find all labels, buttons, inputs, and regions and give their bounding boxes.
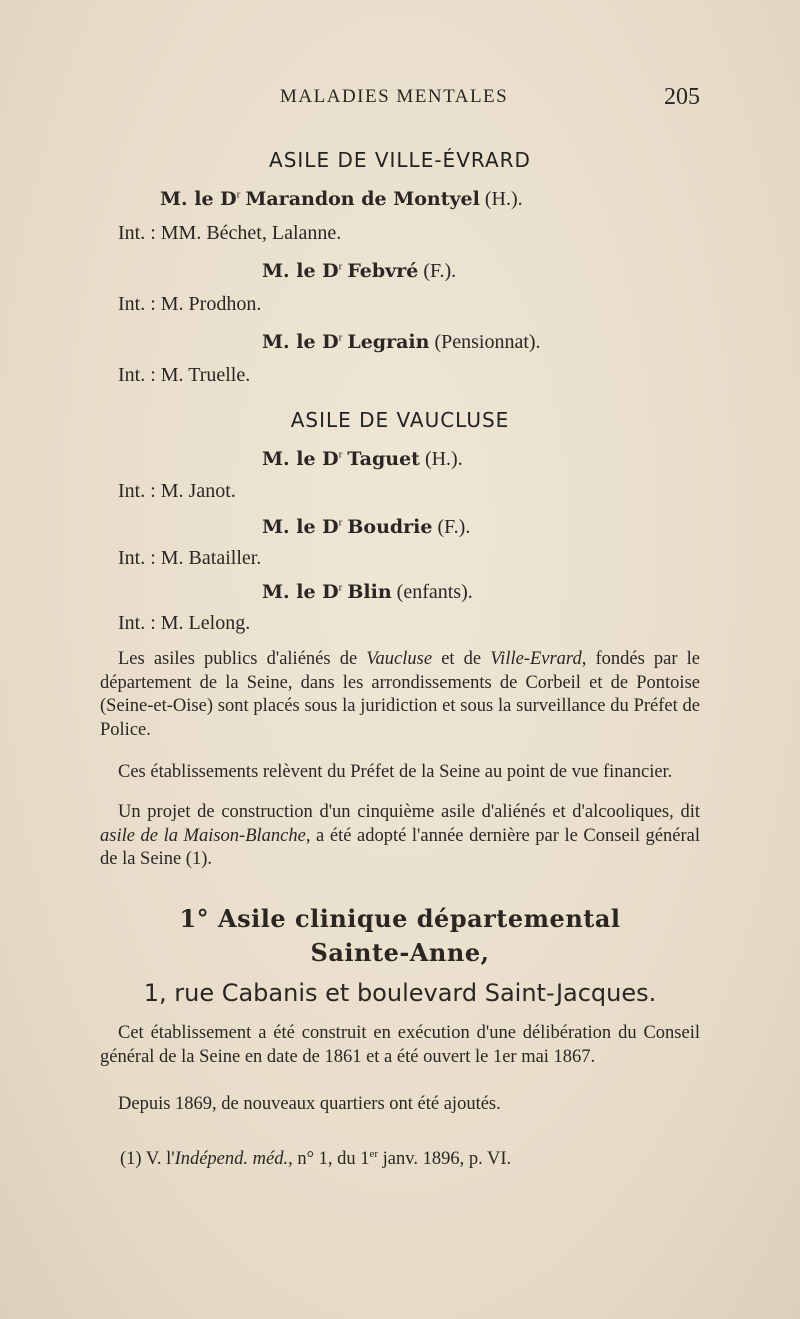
paragraph-text: Un projet de construction d'un cinquième asile d'aliénés et d'alcooliques, dit (118, 802, 700, 822)
doctor-prefix: M. le D (262, 260, 339, 282)
doctor-name: Taguet (347, 448, 420, 470)
doctor-service: (F.). (432, 516, 471, 538)
paragraph-italic: asile de la Maison-Blanche (100, 825, 306, 846)
doctor-title-sup: r (236, 188, 241, 201)
doctor-title-sup: r (338, 581, 343, 594)
address-line: 1, rue Cabanis et boulevard Saint-Jacques. (143, 979, 657, 1007)
vaucluse-heading: ASILE DE VAUCLUSE (290, 408, 510, 432)
running-head (100, 86, 700, 116)
page-number: 205 (664, 84, 700, 110)
doctor-entry (262, 516, 470, 539)
paragraph-text: , fondés par le département de la Seine, dans les arrondissements de Corbeil et de Pontoise (Seine-et-Oise) sont placés sous la juridiction et sous la surveillance du Préfet de Police. (100, 649, 700, 740)
doctor-service: (H.). (419, 448, 463, 470)
doctor-title-sup: r (338, 331, 343, 344)
paragraph (100, 648, 700, 742)
paragraph: Cet établissement a été construit en exécution d'une délibération du Conseil général de la Seine en date de 1861 et a été ouvert le 1er mai 1867. (100, 1023, 700, 1067)
interns-line: Int. : M. Batailler. (118, 547, 262, 569)
section-title: Sainte-Anne, (310, 938, 490, 967)
paragraph-italic: Ville-Evrard (490, 649, 582, 669)
footnote (120, 1148, 511, 1170)
ville-evrard-heading: ASILE DE VILLE-ÉVRARD (269, 148, 531, 172)
doctor-title-sup: r (338, 448, 343, 461)
doctor-name: Marandon de Montyel (245, 188, 480, 210)
footnote-italic: Indépend. méd. (174, 1149, 289, 1170)
doctor-entry (262, 331, 541, 354)
doctor-prefix: M. le D (160, 188, 237, 210)
running-title: MALADIES MENTALES (280, 86, 509, 107)
doctor-prefix: M. le D (262, 331, 339, 353)
doctor-name: Boudrie (347, 516, 433, 538)
paragraph-text: , a été adopté l'année dernière par le Conseil général de la Seine (1). (100, 825, 700, 869)
doctor-name: Legrain (347, 331, 430, 353)
interns-line: Int. : M. Lelong. (118, 612, 251, 634)
doctor-entry (160, 188, 523, 211)
doctor-entry (262, 448, 463, 471)
doctor-service: (H.). (479, 188, 523, 210)
paragraph-italic: Vaucluse (366, 649, 433, 669)
paragraph (100, 801, 700, 872)
doctor-service: (enfants). (391, 581, 473, 603)
interns-line: Int. : M. Prodhon. (118, 293, 262, 315)
doctor-entry (262, 581, 473, 604)
doctor-service: (Pensionnat). (429, 331, 541, 353)
doctor-prefix: M. le D (262, 581, 339, 603)
doctor-name: Blin (347, 581, 392, 603)
footnote-text: , n° 1, du 1 (288, 1149, 370, 1170)
doctor-entry (262, 260, 456, 283)
doctor-prefix: M. le D (262, 516, 339, 538)
doctor-title-sup: r (338, 516, 343, 529)
doctor-title-sup: r (338, 260, 343, 273)
paragraph-text: Les asiles publics d'aliénés de (118, 649, 367, 669)
footnote-text: janv. 1896, p. VI. (378, 1149, 512, 1170)
interns-line: Int. : M. Truelle. (118, 364, 251, 386)
section-title: 1° Asile clinique départemental (179, 904, 621, 933)
footnote-sup: er (369, 1148, 379, 1160)
interns-line: Int. : M. Janot. (118, 480, 236, 502)
interns-line: Int. : MM. Béchet, Lalanne. (118, 222, 342, 244)
paragraph-text: et de (432, 649, 491, 669)
doctor-name: Febvré (347, 260, 419, 282)
doctor-prefix: M. le D (262, 448, 339, 470)
doctor-service: (F.). (418, 260, 457, 282)
footnote-text: (1) V. l' (120, 1149, 175, 1170)
paragraph: Ces établissements relèvent du Préfet de la Seine au point de vue financier. (118, 762, 673, 782)
paragraph: Depuis 1869, de nouveaux quartiers ont été ajoutés. (118, 1094, 501, 1114)
